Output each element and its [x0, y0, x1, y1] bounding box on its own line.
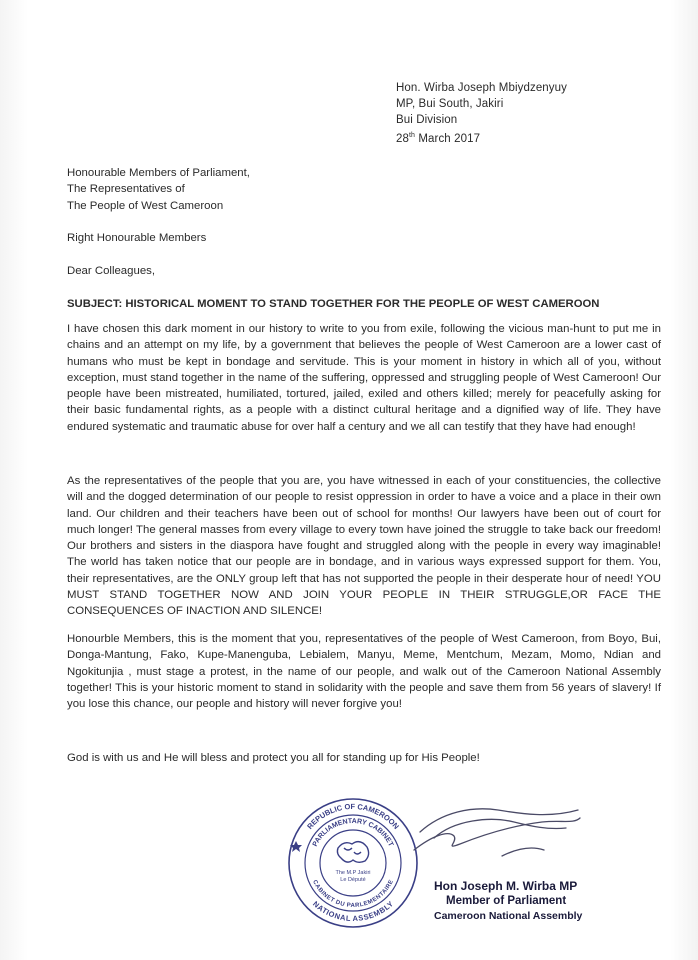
letter-date: 28th March 2017: [396, 132, 481, 145]
subject-line: SUBJECT: HISTORICAL MOMENT TO STAND TOGETHER FOR THE PEOPLE OF WEST CAMEROON: [67, 298, 600, 310]
sender-name: Hon. Wirba Joseph Mbiydzenyuy: [396, 82, 568, 94]
closing-blessing: God is with us and He will bless and protect you all for standing up for His People!: [67, 752, 480, 764]
body-paragraph-1: I have chosen this dark moment in our history to write to you from exile, following the vicious man-hunt to put me in chains and an attempt on my life, by a government that believes the people of West Cameroon are a lower cast of humans who must be kept in bondage and servitude. This is your moment in history in which all of you, without exception, must stand together in the name of the suffering, oppressed and struggling people of West Cameroon! Our people have been mistreated, humiliated, tortured, jailed, exiled and others killed; merely for peacefully asking for their basic fundamental rights, as a people with a distinct cultural heritage and a dignified way of life. They have endured systematic and traumatic abuse for over half a century and we all can testify that they have had enough!: [67, 323, 661, 433]
body-paragraph-3: Honourble Members, this is the moment that you, representatives of the people of West Cameroon, from Boyo, Bui, Donga-Mantung, Fako, Kupe-Manenguba, Lebialem, Manyu, Meme, Mentchum, Mezam, Momo, Ndian and Ngokitunjia , must stage a protest, in the name of our people, and walk out of the Cameroon National Assembly together! This is your historic moment to stand in solidarity with the people and save them from 56 years of slavery! If you lose this chance, our people and history will never forgive you!: [67, 633, 661, 711]
salutation-greeting: Dear Colleagues,: [67, 265, 156, 277]
seal-ring-top-text: PARLIAMENTARY CABINET: [311, 817, 395, 848]
signer-role: Member of Parliament: [446, 895, 567, 907]
seal-center-line1: The M.P Jakiri: [335, 870, 371, 876]
body-paragraph-2: As the representatives of the people that you are, you have witnessed in each of your constituencies, the collective will and the dogged determination of our people to resist oppression in order to have a voice and a place in their own land. Our children and their teachers have been out of school for months! Our lawyers have been out of court for much longer! The general masses from every village to every town have joined the struggle to take back our freedom! Our brothers and sisters in the diaspora have fought and struggled along with the people in every way imaginable! The world has taken notice that our people are in bondage, and in various ways expressed support for them. You, their representatives, are the ONLY group left that has not supported the people in their desperate hour of need! YOU MUST STAND TOGETHER NOW AND JOIN YOUR PEOPLE IN THEIR STRUGGLE,OR FACE THE CONSEQUENCES OF INACTION AND SILENCE!: [67, 475, 661, 618]
svg-text:CABINET DU PARLEMENTAIRE: [311, 879, 395, 909]
seal-outer-top-text: REPUBLIC OF CAMEROON: [305, 801, 401, 831]
seal-ring-bottom-text: CABINET DU PARLEMENTAIRE: [311, 879, 395, 910]
seal-outer-bottom-text: NATIONAL ASSEMBLY: [311, 899, 395, 924]
sender-division: Bui Division: [396, 114, 458, 126]
official-stamp-seal: [286, 796, 420, 930]
signer-name: Hon Joseph M. Wirba MP: [434, 879, 578, 893]
seal-center-line2: Le Député: [340, 877, 366, 883]
handwritten-signature: [402, 792, 588, 872]
signer-assembly: Cameroon National Assembly: [434, 910, 583, 922]
seal-emblem-icon: [337, 842, 368, 863]
sender-address: [396, 80, 567, 147]
svg-text:REPUBLIC OF CAMEROON: [305, 802, 401, 831]
recipient-line: Honourable Members of Parliament,: [67, 167, 250, 179]
sender-constituency: MP, Bui South, Jakiri: [396, 98, 504, 110]
recipient-line: The Representatives of: [67, 183, 185, 196]
signature-block: [434, 879, 582, 924]
salutation-formal: Right Honourable Members: [67, 232, 207, 244]
recipient-address: [67, 165, 661, 214]
recipient-line: The People of West Cameroon: [67, 199, 224, 212]
